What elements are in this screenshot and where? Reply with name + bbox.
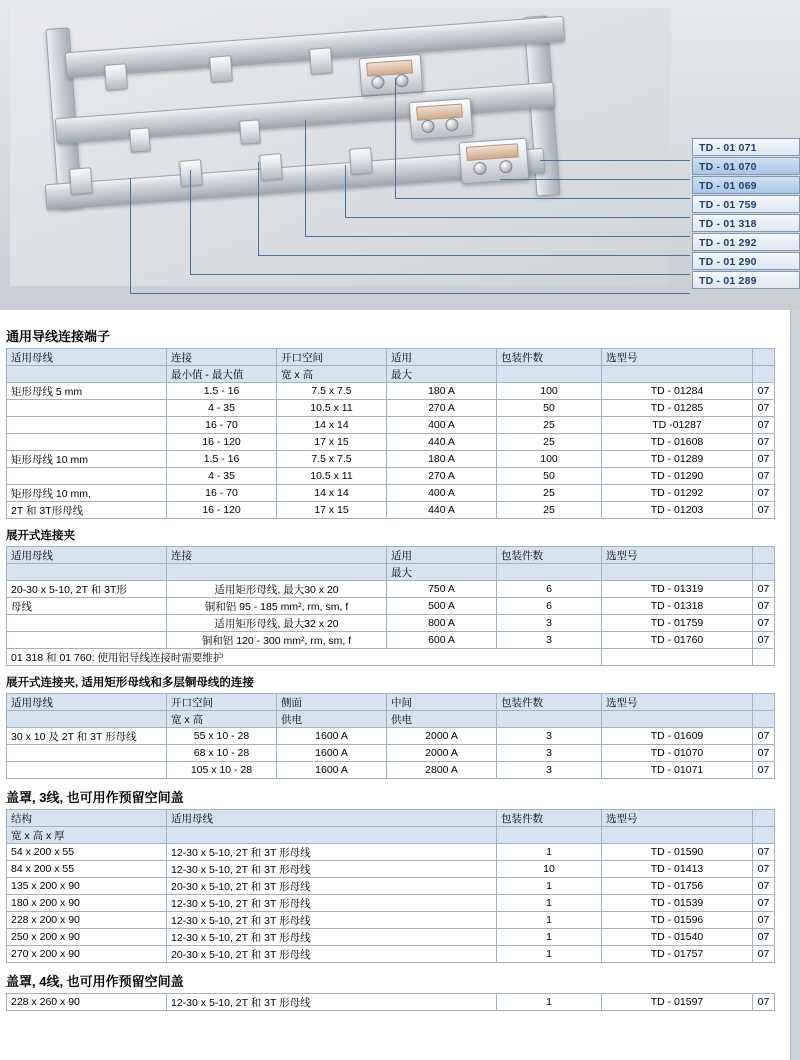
- col-header: 开口空间: [277, 349, 387, 366]
- universal-terminals-table: [6, 348, 775, 519]
- section-title: 盖罩, 4线, 也可用作预留空间盖: [6, 974, 184, 989]
- cell-order-no: TD - 01071: [602, 762, 753, 779]
- cell-order-no: TD - 01756: [602, 878, 753, 895]
- cell-busbar: [7, 745, 167, 762]
- cell-busbar: [7, 400, 167, 417]
- leader-line: [540, 160, 690, 161]
- col-header: 适用母线: [7, 694, 167, 711]
- cell-busbar: [7, 615, 167, 632]
- table-header-row: [7, 349, 775, 366]
- cell-center-feed: 2800 A: [387, 762, 497, 779]
- col-subheader-page: [753, 564, 775, 581]
- cell-pack: 3: [497, 632, 602, 649]
- cell-page-ref: 07: [753, 994, 775, 1011]
- cell-page-ref: 07: [753, 581, 775, 598]
- cell-page-ref: 07: [753, 468, 775, 485]
- cell-pack: 50: [497, 468, 602, 485]
- cell-busbar: [7, 632, 167, 649]
- terminal-clamp: [179, 159, 203, 187]
- cell-connection: 1.5 - 16: [167, 451, 277, 468]
- col-subheader: [602, 564, 753, 581]
- cell-connection: 16 - 70: [167, 485, 277, 502]
- cell-page-ref: 07: [753, 895, 775, 912]
- cell-connection: 1.5 - 16: [167, 383, 277, 400]
- cell-page-ref: 07: [753, 451, 775, 468]
- cell-pack: 10: [497, 861, 602, 878]
- cell-order-no-empty: [602, 649, 753, 666]
- table-header-row: [7, 694, 775, 711]
- callout-item[interactable]: TD - 01 290: [692, 252, 800, 270]
- cell-page-ref: 07: [753, 929, 775, 946]
- col-subheader: 最大: [387, 366, 497, 383]
- cell-order-no: TD - 01597: [602, 994, 753, 1011]
- leader-line: [130, 178, 131, 293]
- terminal-clamp: [349, 147, 373, 175]
- screw: [421, 119, 435, 133]
- cell-pack: 100: [497, 383, 602, 400]
- table-row: [7, 946, 775, 963]
- terminal-clamp: [129, 127, 151, 152]
- col-header: 开口空间: [167, 694, 277, 711]
- cell-rating: 500 A: [387, 598, 497, 615]
- cell-order-no: TD - 01290: [602, 468, 753, 485]
- cell-rating: 750 A: [387, 581, 497, 598]
- col-header-page: [753, 349, 775, 366]
- cell-busbar: 30 x 10 及 2T 和 3T 形母线: [7, 728, 167, 745]
- cell-dimensions: 270 x 200 x 90: [7, 946, 167, 963]
- leader-line: [395, 78, 396, 198]
- cell-pack: 25: [497, 485, 602, 502]
- terminal-clamp: [104, 63, 128, 91]
- table-row: [7, 844, 775, 861]
- cell-rating: 400 A: [387, 485, 497, 502]
- col-header: 适用母线: [7, 547, 167, 564]
- cell-page-ref: 07: [753, 615, 775, 632]
- cell-order-no: TD - 01292: [602, 485, 753, 502]
- col-subheader: [7, 711, 167, 728]
- col-subheader: [497, 366, 602, 383]
- connection-block: [359, 54, 423, 96]
- terminal-clamp: [259, 153, 283, 181]
- cell-rating: 180 A: [387, 451, 497, 468]
- cell-page-ref: 07: [753, 632, 775, 649]
- table-row: [7, 400, 775, 417]
- cell-dimensions: 54 x 200 x 55: [7, 844, 167, 861]
- cover-4pole-table: [6, 993, 775, 1011]
- callout-item[interactable]: TD - 01 318: [692, 214, 800, 232]
- leader-line: [305, 120, 306, 236]
- cell-opening: 17 x 15: [277, 434, 387, 451]
- screw: [371, 75, 385, 89]
- table-row: [7, 615, 775, 632]
- product-photo-panel: [0, 0, 800, 310]
- cell-busbar: 12-30 x 5-10, 2T 和 3T 形母线: [167, 861, 497, 878]
- col-header: 选型号: [602, 547, 753, 564]
- cell-order-no: TD -01287: [602, 417, 753, 434]
- cell-connection: 铜和铝 120 - 300 mm², rm, sm, f: [167, 632, 387, 649]
- cell-rating: 180 A: [387, 383, 497, 400]
- cell-rating: 440 A: [387, 502, 497, 519]
- leader-line: [190, 274, 690, 275]
- col-header: 适用: [387, 547, 497, 564]
- cell-order-no: TD - 01070: [602, 745, 753, 762]
- cell-pack: 25: [497, 417, 602, 434]
- cell-page-ref: 07: [753, 598, 775, 615]
- leader-line: [130, 293, 690, 294]
- section-title: 展开式连接夹: [6, 530, 75, 542]
- table-row: [7, 912, 775, 929]
- col-subheader: [497, 711, 602, 728]
- copper-bar: [366, 59, 413, 76]
- col-header-page: [753, 810, 775, 827]
- cell-order-no: TD - 01289: [602, 451, 753, 468]
- expandable-clamp-table: [6, 546, 775, 666]
- terminal-clamp: [69, 167, 93, 195]
- col-subheader: 供电: [277, 711, 387, 728]
- cell-busbar: 2T 和 3T形母线: [7, 502, 167, 519]
- cell-order-no: TD - 01608: [602, 434, 753, 451]
- cell-busbar: 矩形母线 5 mm: [7, 383, 167, 400]
- cell-order-no: TD - 01318: [602, 598, 753, 615]
- screw: [473, 162, 487, 176]
- col-header: 选型号: [602, 349, 753, 366]
- cell-order-no: TD - 01203: [602, 502, 753, 519]
- col-header: 中间: [387, 694, 497, 711]
- col-subheader: [497, 827, 602, 844]
- cell-page-ref: 07: [753, 417, 775, 434]
- table-row: [7, 861, 775, 878]
- cell-opening: 55 x 10 - 28: [167, 728, 277, 745]
- cell-opening: 17 x 15: [277, 502, 387, 519]
- table-row: [7, 434, 775, 451]
- cell-rating: 400 A: [387, 417, 497, 434]
- cell-order-no: TD - 01285: [602, 400, 753, 417]
- cell-opening: 68 x 10 - 28: [167, 745, 277, 762]
- cell-order-no: TD - 01284: [602, 383, 753, 400]
- cell-pack: 3: [497, 745, 602, 762]
- leader-line: [395, 198, 690, 199]
- table-header-row: [7, 810, 775, 827]
- table-footnote-row: [7, 649, 775, 666]
- cell-dimensions: 228 x 200 x 90: [7, 912, 167, 929]
- cell-rating: 600 A: [387, 632, 497, 649]
- cell-order-no: TD - 01413: [602, 861, 753, 878]
- cell-pack: 25: [497, 434, 602, 451]
- terminal-clamp: [239, 119, 261, 144]
- table-row: [7, 994, 775, 1011]
- leader-line: [305, 236, 690, 237]
- cell-pack: 3: [497, 615, 602, 632]
- table-row: [7, 468, 775, 485]
- col-header: 包装件数: [497, 810, 602, 827]
- cell-connection: 适用矩形母线, 最大32 x 20: [167, 615, 387, 632]
- col-subheader-page: [753, 366, 775, 383]
- col-header: 选型号: [602, 694, 753, 711]
- callout-item[interactable]: TD - 01 289: [692, 271, 800, 289]
- section-title: 通用导线连接端子: [6, 329, 111, 344]
- cell-rating: 440 A: [387, 434, 497, 451]
- col-subheader: [602, 827, 753, 844]
- cell-opening: 105 x 10 - 28: [167, 762, 277, 779]
- cell-center-feed: 2000 A: [387, 745, 497, 762]
- cell-pack: 1: [497, 994, 602, 1011]
- cell-order-no: TD - 01596: [602, 912, 753, 929]
- cell-dimensions: 250 x 200 x 90: [7, 929, 167, 946]
- cell-order-no: TD - 01760: [602, 632, 753, 649]
- table-row: [7, 878, 775, 895]
- busbar-assembly-photo: [10, 8, 670, 286]
- cell-busbar: 母线: [7, 598, 167, 615]
- col-subheader: 最大: [387, 564, 497, 581]
- col-subheader: [497, 564, 602, 581]
- cell-pack: 3: [497, 728, 602, 745]
- cell-center-feed: 2000 A: [387, 728, 497, 745]
- cell-busbar: 12-30 x 5-10, 2T 和 3T 形母线: [167, 895, 497, 912]
- cell-order-no: TD - 01609: [602, 728, 753, 745]
- cell-page-ref: 07: [753, 728, 775, 745]
- table-row: [7, 745, 775, 762]
- callout-item[interactable]: TD - 01 069: [692, 176, 800, 194]
- col-header: 包装件数: [497, 694, 602, 711]
- table-row: [7, 598, 775, 615]
- cell-page-ref: 07: [753, 844, 775, 861]
- cell-rating: 270 A: [387, 400, 497, 417]
- cell-page-ref: 07: [753, 485, 775, 502]
- cell-dimensions: 180 x 200 x 90: [7, 895, 167, 912]
- cell-busbar: [7, 762, 167, 779]
- cell-pack: 6: [497, 581, 602, 598]
- cell-busbar: 12-30 x 5-10, 2T 和 3T 形母线: [167, 912, 497, 929]
- leader-line: [258, 162, 259, 255]
- copper-bar: [416, 103, 463, 120]
- cell-pack: 1: [497, 929, 602, 946]
- table-row: [7, 581, 775, 598]
- cell-busbar: 12-30 x 5-10, 2T 和 3T 形母线: [167, 929, 497, 946]
- cell-pack: 100: [497, 451, 602, 468]
- col-header: 连接: [167, 349, 277, 366]
- catalog-content: [0, 310, 800, 1021]
- col-subheader: [602, 366, 753, 383]
- cell-pack: 1: [497, 844, 602, 861]
- connection-block: [459, 138, 530, 185]
- cell-busbar: 矩形母线 10 mm: [7, 451, 167, 468]
- cell-page-ref: 07: [753, 434, 775, 451]
- table-subheader-row: [7, 366, 775, 383]
- col-header: 连接: [167, 547, 387, 564]
- table-row: [7, 485, 775, 502]
- cell-page-ref: 07: [753, 762, 775, 779]
- cell-order-no: TD - 01540: [602, 929, 753, 946]
- cell-pack: 50: [497, 400, 602, 417]
- cell-page-ref: 07: [753, 912, 775, 929]
- cell-busbar: 矩形母线 10 mm,: [7, 485, 167, 502]
- section-title: 展开式连接夹, 适用矩形母线和多层铜母线的连接: [6, 677, 254, 689]
- col-header: 选型号: [602, 810, 753, 827]
- callout-item[interactable]: TD - 01 759: [692, 195, 800, 213]
- col-subheader-page: [753, 827, 775, 844]
- col-subheader: [167, 827, 497, 844]
- cell-order-no: TD - 01757: [602, 946, 753, 963]
- cell-connection: 铜和铝 95 - 185 mm², rm, sm, f: [167, 598, 387, 615]
- table-subheader-row: [7, 827, 775, 844]
- cell-page-ref: 07: [753, 878, 775, 895]
- leader-line: [345, 217, 690, 218]
- cell-rating: 800 A: [387, 615, 497, 632]
- cell-dimensions: 135 x 200 x 90: [7, 878, 167, 895]
- cell-opening: 10.5 x 11: [277, 400, 387, 417]
- col-subheader: [7, 366, 167, 383]
- cell-pack: 1: [497, 946, 602, 963]
- col-header: 适用: [387, 349, 497, 366]
- cell-opening: 7.5 x 7.5: [277, 451, 387, 468]
- table-row: [7, 929, 775, 946]
- col-subheader: 供电: [387, 711, 497, 728]
- copper-bar: [466, 143, 519, 161]
- col-subheader: [7, 564, 167, 581]
- col-subheader-page: [753, 711, 775, 728]
- cell-page-ref: 07: [753, 383, 775, 400]
- cell-opening: 10.5 x 11: [277, 468, 387, 485]
- table-row: [7, 632, 775, 649]
- cell-pack: 25: [497, 502, 602, 519]
- cell-pack: 1: [497, 895, 602, 912]
- col-subheader: [602, 711, 753, 728]
- cell-busbar: 12-30 x 5-10, 2T 和 3T 形母线: [167, 994, 497, 1011]
- col-header: 包装件数: [497, 547, 602, 564]
- leader-line: [258, 255, 690, 256]
- cell-busbar: [7, 434, 167, 451]
- cell-connection: 适用矩形母线, 最大30 x 20: [167, 581, 387, 598]
- cell-connection: 4 - 35: [167, 400, 277, 417]
- col-subheader: 宽 x 高: [277, 366, 387, 383]
- table-row: [7, 383, 775, 400]
- cell-connection: 16 - 70: [167, 417, 277, 434]
- leader-line: [345, 165, 346, 217]
- col-header: 适用母线: [167, 810, 497, 827]
- cell-busbar: 12-30 x 5-10, 2T 和 3T 形母线: [167, 844, 497, 861]
- col-header: 适用母线: [7, 349, 167, 366]
- table-header-row: [7, 547, 775, 564]
- cell-pack: 1: [497, 878, 602, 895]
- cell-opening: 14 x 14: [277, 417, 387, 434]
- multilayer-clamp-table: [6, 693, 775, 779]
- col-subheader: [167, 564, 387, 581]
- cell-page-empty: [753, 649, 775, 666]
- screw: [445, 118, 459, 132]
- cell-order-no: TD - 01590: [602, 844, 753, 861]
- section-title: 盖罩, 3线, 也可用作预留空间盖: [6, 790, 184, 805]
- table-row: [7, 895, 775, 912]
- cell-order-no: TD - 01759: [602, 615, 753, 632]
- col-header: 侧面: [277, 694, 387, 711]
- cell-busbar: [7, 468, 167, 485]
- terminal-clamp: [309, 47, 333, 75]
- table-row: [7, 502, 775, 519]
- leader-line: [500, 179, 690, 180]
- table-subheader-row: [7, 564, 775, 581]
- col-header-page: [753, 547, 775, 564]
- col-subheader: 宽 x 高: [167, 711, 277, 728]
- cell-busbar: 20-30 x 5-10, 2T 和 3T 形母线: [167, 946, 497, 963]
- table-row: [7, 728, 775, 745]
- cell-page-ref: 07: [753, 861, 775, 878]
- col-header: 结构: [7, 810, 167, 827]
- cell-opening: 14 x 14: [277, 485, 387, 502]
- cell-side-feed: 1600 A: [277, 762, 387, 779]
- cell-busbar: 20-30 x 5-10, 2T 和 3T 形母线: [167, 878, 497, 895]
- cell-side-feed: 1600 A: [277, 728, 387, 745]
- cell-side-feed: 1600 A: [277, 745, 387, 762]
- cell-connection: 4 - 35: [167, 468, 277, 485]
- cell-order-no: TD - 01319: [602, 581, 753, 598]
- connection-block: [409, 98, 473, 140]
- screw: [395, 74, 409, 88]
- callout-item[interactable]: TD - 01 071: [692, 138, 800, 156]
- table-row: [7, 451, 775, 468]
- cell-pack: 6: [497, 598, 602, 615]
- cell-pack: 1: [497, 912, 602, 929]
- cover-3pole-table: [6, 809, 775, 963]
- cell-dimensions: 84 x 200 x 55: [7, 861, 167, 878]
- screw: [499, 160, 513, 174]
- cell-page-ref: 07: [753, 745, 775, 762]
- cell-dimensions: 228 x 260 x 90: [7, 994, 167, 1011]
- cell-rating: 270 A: [387, 468, 497, 485]
- col-subheader: 宽 x 高 x 厚: [7, 827, 167, 844]
- cell-opening: 7.5 x 7.5: [277, 383, 387, 400]
- cell-busbar: 20-30 x 5-10, 2T 和 3T形: [7, 581, 167, 598]
- cell-page-ref: 07: [753, 946, 775, 963]
- table-row: [7, 762, 775, 779]
- cell-page-ref: 07: [753, 502, 775, 519]
- cell-connection: 16 - 120: [167, 434, 277, 451]
- cell-busbar: [7, 417, 167, 434]
- page-margin-strip: [790, 310, 800, 1060]
- table-row: [7, 417, 775, 434]
- cell-pack: 3: [497, 762, 602, 779]
- callout-list: [692, 138, 800, 290]
- leader-line: [190, 170, 191, 274]
- callout-item[interactable]: TD - 01 292: [692, 233, 800, 251]
- terminal-clamp: [209, 55, 233, 83]
- col-header: 包装件数: [497, 349, 602, 366]
- footnote-text: 01 318 和 01 760: 使用铝导线连接时需要维护: [7, 649, 602, 666]
- cell-connection: 16 - 120: [167, 502, 277, 519]
- table-subheader-row: [7, 711, 775, 728]
- col-subheader: 最小值 - 最大值: [167, 366, 277, 383]
- cell-page-ref: 07: [753, 400, 775, 417]
- callout-item[interactable]: TD - 01 070: [692, 157, 800, 175]
- cell-order-no: TD - 01539: [602, 895, 753, 912]
- col-header-page: [753, 694, 775, 711]
